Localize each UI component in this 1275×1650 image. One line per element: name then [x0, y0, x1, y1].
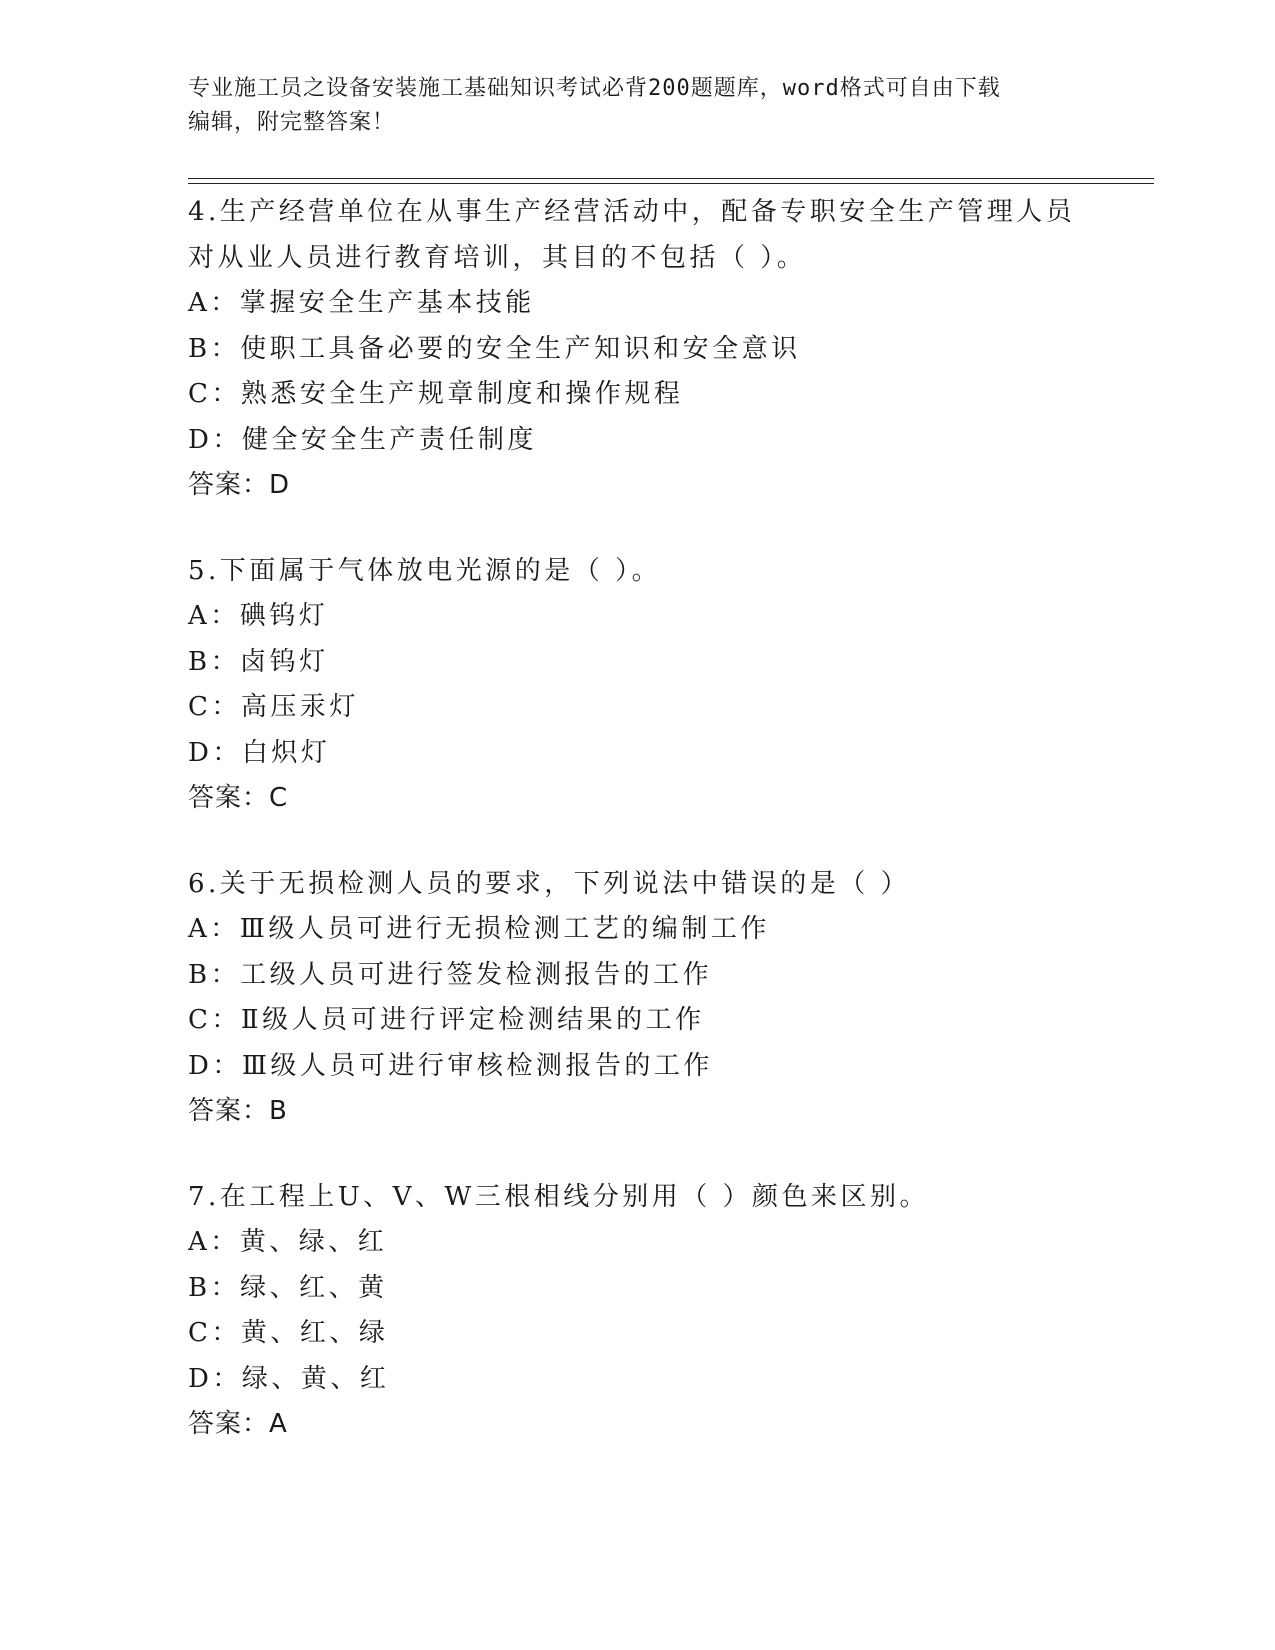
header-rule-top [188, 178, 1154, 179]
header-rule-bottom [188, 183, 1154, 184]
question-4 [188, 190, 1148, 509]
question-stem: 6.关于无损检测人员的要求，下列说法中错误的是（ ） [188, 868, 911, 899]
option-a: A：黄、绿、红 [188, 1227, 388, 1257]
option-d: D：白炽灯 [188, 737, 331, 768]
option-b: B：使职工具备必要的安全生产知识和安全意识 [188, 333, 801, 364]
option-b: B：工级人员可进行签发检测报告的工作 [188, 959, 713, 990]
answer: 答案：A [188, 1409, 288, 1439]
header-line-2: 编辑，附完整答案！ [188, 110, 396, 135]
option-d: D：绿、黄、红 [188, 1363, 390, 1394]
answer: 答案：B [188, 1096, 288, 1126]
option-c: C：熟悉安全生产规章制度和操作规程 [188, 379, 684, 409]
question-list [188, 190, 1148, 1488]
answer: 答案：D [188, 470, 291, 500]
header-line-1: 专业施工员之设备安装施工基础知识考试必背200题题库，word格式可自由下载 [188, 76, 1001, 101]
option-d: D：健全安全生产责任制度 [188, 424, 537, 455]
question-stem: 7.在工程上U、V、W三根相线分别用（ ）颜色来区别。 [188, 1181, 929, 1212]
option-d: D：Ⅲ级人员可进行审核检测报告的工作 [188, 1050, 713, 1081]
option-c: C：高压汞灯 [188, 692, 359, 722]
option-a: A：掌握安全生产基本技能 [188, 288, 535, 318]
option-a: A：Ⅲ级人员可进行无损检测工艺的编制工作 [188, 914, 770, 944]
question-6 [188, 862, 1148, 1135]
question-7 [188, 1175, 1148, 1448]
option-b: B：绿、红、黄 [188, 1272, 388, 1303]
question-stem: 对从业人员进行教育培训，其目的不包括（ ）。 [188, 242, 807, 273]
question-5 [188, 549, 1148, 822]
question-stem: 5.下面属于气体放电光源的是（ ）。 [188, 555, 662, 586]
answer: 答案：C [188, 783, 289, 813]
question-stem: 4.生产经营单位在从事生产经营活动中，配备专职安全生产管理人员 [188, 197, 1076, 227]
option-a: A：碘钨灯 [188, 601, 329, 631]
document-header [188, 72, 1088, 140]
option-c: C：Ⅱ级人员可进行评定检测结果的工作 [188, 1005, 705, 1035]
option-b: B：卤钨灯 [188, 646, 329, 677]
option-c: C：黄、红、绿 [188, 1318, 389, 1348]
